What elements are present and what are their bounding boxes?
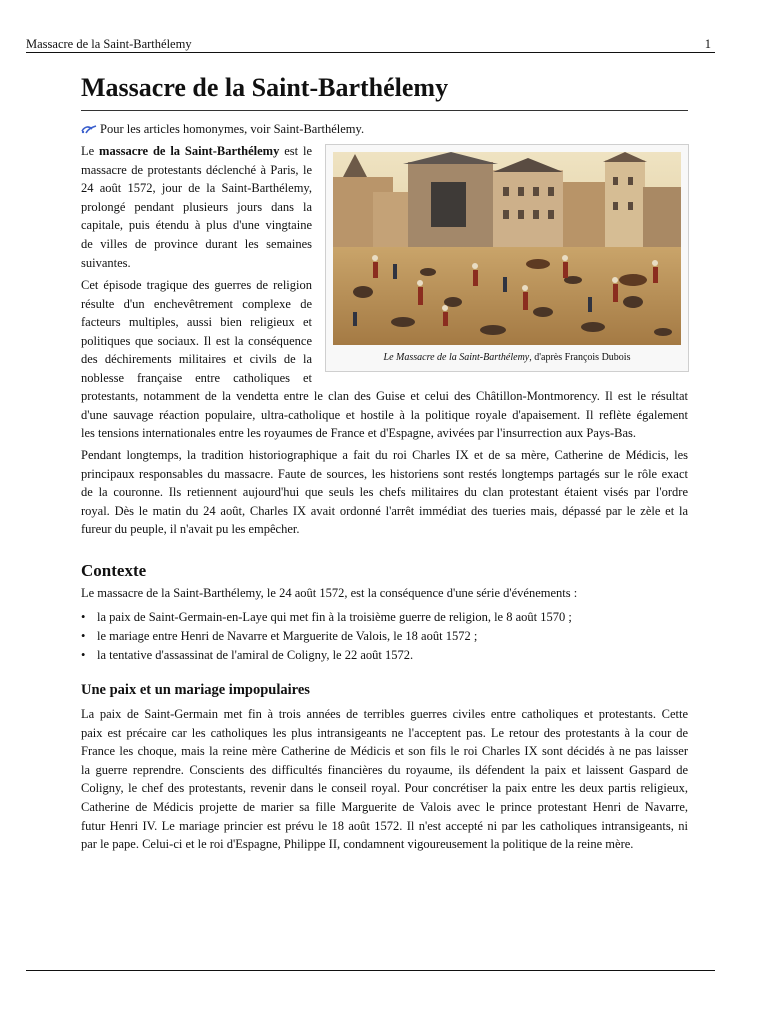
text-line: prolongé pendant plusieurs jours dans la — [81, 199, 312, 214]
page-number: 1 — [704, 37, 711, 51]
painting-image — [333, 152, 681, 345]
text-line: Le massacre de la Saint-Barthélemy est le — [81, 144, 312, 158]
footer-rule — [26, 970, 715, 971]
text-line: royal. Dès le matin du 24 août, Charles IX avait ordonné l'arrêt immédiat des tueries mais, dépassé par le zèle et la — [81, 503, 688, 518]
historiography-paragraph — [81, 446, 688, 539]
bullet-glyph: • — [81, 648, 86, 663]
running-title: Massacre de la Saint-Barthélemy — [26, 37, 192, 51]
text-line: de villes de province durant les semaines — [81, 236, 312, 251]
paix-paragraph — [81, 705, 688, 854]
text-line: noblesse française entre catholiques et — [81, 370, 312, 385]
bullet-glyph: • — [81, 629, 86, 644]
text-line: Le massacre de la Saint-Barthélemy, le 24 août 1572, est la conséquence d'une série d'événements : — [81, 586, 578, 600]
text-line: fureur du peuple, il n'avait pu les empêcher. — [81, 522, 300, 537]
hatnote — [81, 121, 364, 138]
text-line: Coligny, le chef des protestants, revenir dans le conseil royal. Pour concrétiser la paix entre les deux partis religieux, — [81, 781, 688, 796]
text-line: les tensions internationales entre les royaumes de France et d'Espagne, avivées par l'insurrection aux Pays-Bas. — [81, 426, 637, 441]
figure — [325, 144, 689, 372]
text-line: Pendant longtemps, la tradition historiographique a fait du roi Charles IX et de sa mère, Catherine de Médicis, les — [81, 448, 688, 462]
title-rule — [81, 110, 688, 111]
page-title: Massacre de la Saint-Barthélemy — [81, 73, 449, 102]
context-paragraph-full — [81, 387, 688, 443]
contexte-intro — [81, 584, 688, 603]
text-line: La paix de Saint-Germain met fin à trois années de terribles guerres civiles entre catholiques et protestants. Cette — [81, 707, 688, 721]
text-line: Catherine de Médicis projette de marier sa fille Marguerite de Valois avec le prince protestant Henri de Navarre, — [81, 799, 688, 814]
list-item — [81, 608, 688, 627]
intro-paragraph — [81, 142, 312, 272]
text-line: capitale, puis étendu à plus d'une vingtaine — [81, 218, 312, 233]
text-line: paix est précaire car les catholiques les plus intransigeants ne l'acceptent pas. Le retour des protestants à la cour de — [81, 725, 688, 740]
hatnote-text[interactable]: Pour les articles homonymes, voir Saint-Barthélemy. — [100, 122, 365, 136]
text-line: massacre de protestants déclenché à Paris, le — [81, 162, 312, 177]
text-line: de la couronne. Ils retiennent aujourd'hui que seuls les chefs militaires du clan protestant étaient visés par l'ordre — [81, 485, 688, 500]
text-line: principaux responsables du massacre. Faute de sources, les historiens sont restés longtemps partagés sur le rôle exact — [81, 466, 688, 481]
section-heading-contexte: Contexte — [81, 561, 147, 580]
text-line: politiques que sociaux. Il est la conséquence — [81, 333, 312, 348]
text-line: des déchirements militaires et civils de la — [81, 352, 312, 367]
text-line: futur Henri IV. Le mariage princier est prévu le 18 août 1572. Il n'est accepté ni par les catholiques intransigeants, ni — [81, 818, 688, 833]
caption-title: Le Massacre de la Saint-Barthélemy — [383, 352, 530, 363]
text-line: résulte d'un enchevêtrement complexe de — [81, 296, 312, 311]
text-line: Cet épisode tragique des guerres de religion — [81, 278, 312, 292]
list-item-text: la tentative d'assassinat de l'amiral de Coligny, le 22 août 1572. — [97, 648, 414, 663]
bullet-glyph: • — [81, 610, 86, 624]
list-item-text: le mariage entre Henri de Navarre et Marguerite de Valois, le 18 août 1572 ; — [97, 629, 478, 644]
header-rule — [26, 52, 715, 53]
text-line: facteurs multiples, aussi bien religieux et — [81, 315, 312, 330]
context-paragraph-column — [81, 276, 312, 388]
text-line: par le pape. Celui-ci et le roi d'Espagne, Philippe II, condamnent vigoureusement la politique de la reine mère. — [81, 837, 634, 852]
subsection-heading-paix: Une paix et un mariage impopulaires — [81, 682, 310, 698]
text-line: protestants, notamment de la vendetta entre le clan des Guise et celui des Châtillon-Montmorency. Il est le résultat — [81, 389, 688, 403]
text-line: France les choque, mais la reine mère Catherine de Médicis et son fils le roi Charles IX sont décidés à ne pas laisser — [81, 744, 688, 759]
figure-caption — [326, 351, 688, 364]
text-line: 24 août 1572, jour de la Saint-Barthélemy, — [81, 181, 312, 196]
event-list — [81, 608, 688, 666]
text-line: suivantes. — [81, 255, 131, 270]
list-item-text: la paix de Saint-Germain-en-Laye qui met fin à la troisième guerre de religion, le 8 août 1570 ; — [97, 610, 572, 624]
bold-term: massacre de la Saint-Barthélemy — [99, 144, 280, 158]
disambiguation-icon — [81, 124, 97, 134]
text-line: d'une sauvage réaction populaire, ultra-catholique et hostile à la politique royale d'apaisement. Il reflète également — [81, 407, 688, 422]
text-line: la guerre reprendre. Conscients des difficultés financières du royaume, ils défendent la paix et laissent Gaspard de — [81, 762, 688, 777]
caption-credit: , d'après François Dubois — [529, 352, 631, 363]
list-item — [81, 646, 688, 665]
list-item — [81, 627, 688, 646]
running-header — [26, 36, 715, 52]
